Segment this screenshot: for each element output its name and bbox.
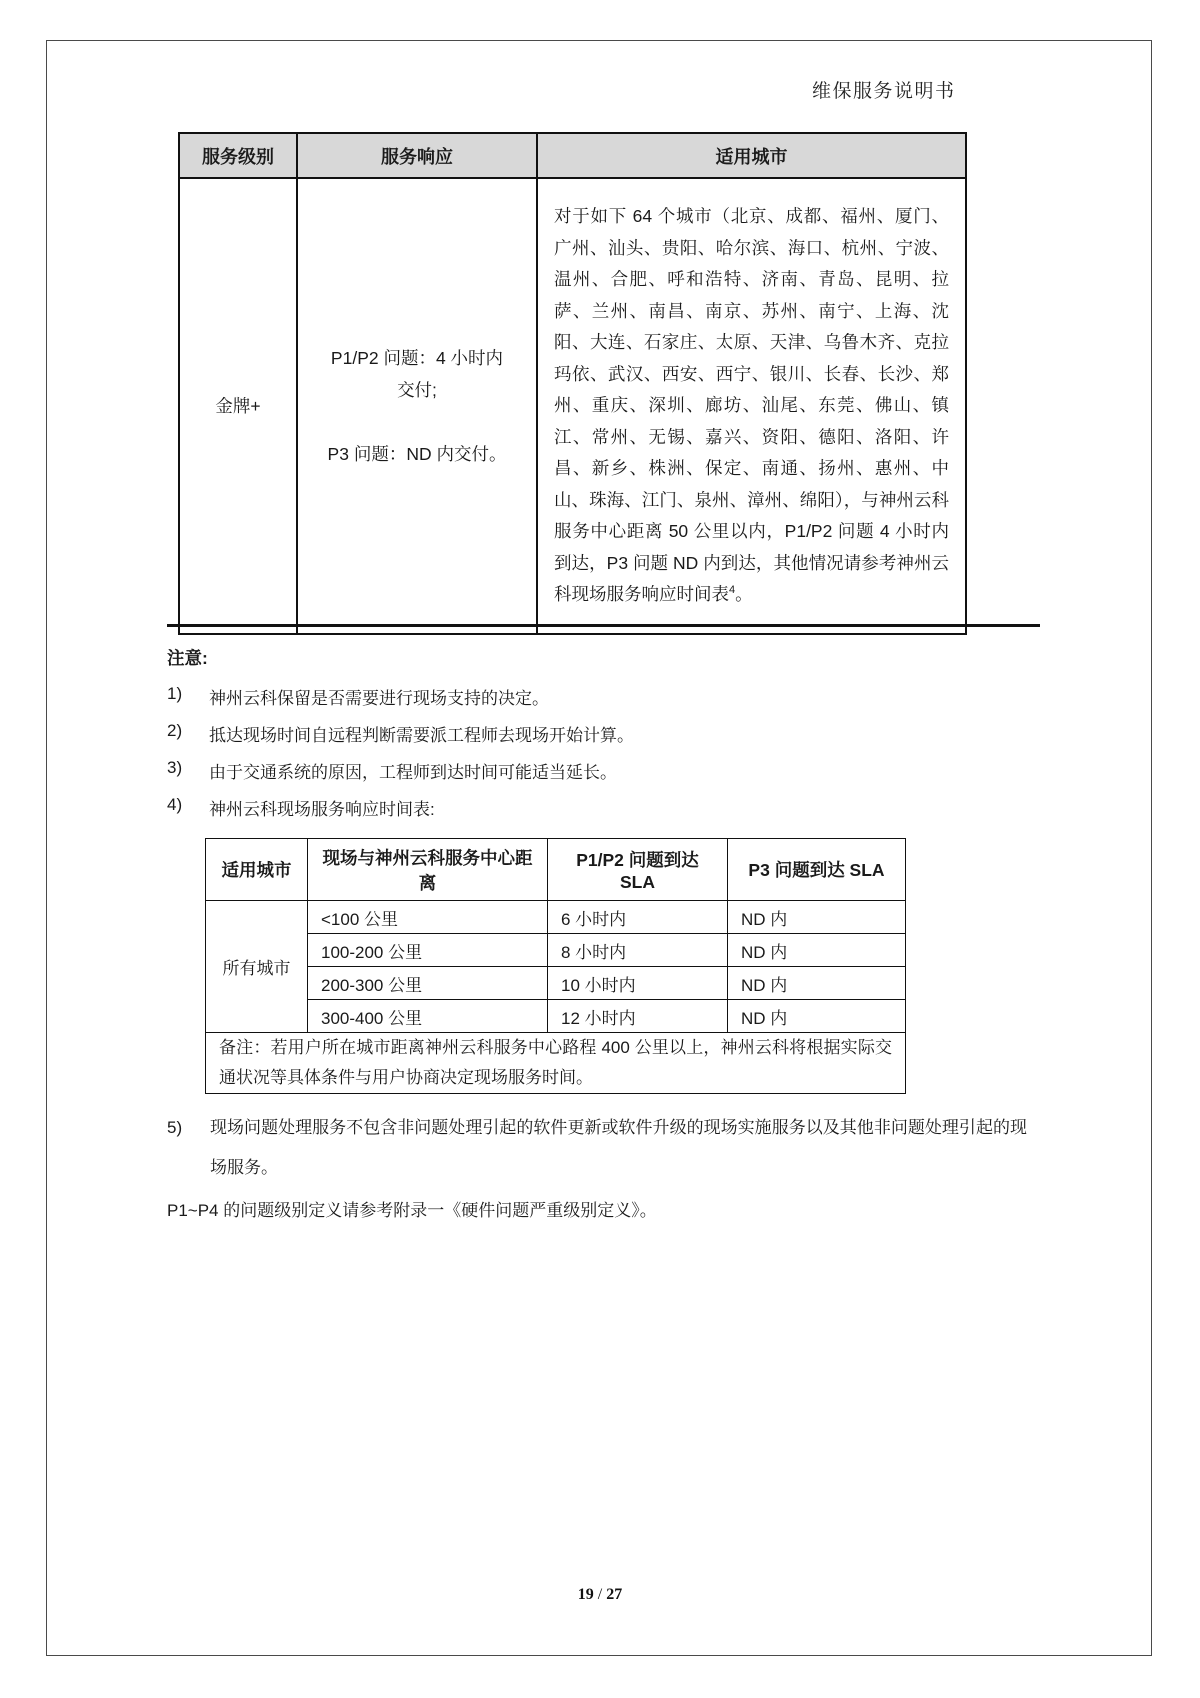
table-row — [206, 901, 906, 934]
note-text: 现场问题处理服务不包含非问题处理引起的软件更新或软件升级的现场实施服务以及其他非问题处理引起的现场服务。 — [210, 1118, 1027, 1177]
note-number: 3) — [167, 758, 183, 777]
service-table-row — [179, 178, 966, 634]
note-item-2 — [167, 721, 634, 746]
document-header-title: 维保服务说明书 — [812, 81, 956, 102]
footnote-ref-4: 4 — [729, 584, 736, 597]
note-item-1 — [167, 684, 549, 709]
header-service-response: 服务响应 — [297, 133, 537, 178]
p1p2-sla-cell: 8 小时内 — [548, 934, 728, 967]
section-divider-rule — [167, 624, 1040, 627]
p1p2-sla-cell: 12 小时内 — [548, 1000, 728, 1033]
note-number: 4) — [167, 795, 183, 814]
note-item-5 — [167, 1108, 1027, 1188]
table-remark: 备注：若用户所在城市距离神州云科服务中心路程 400 公里以上，神州云科将根据实际交通状况等具体条件与用户协商决定现场服务时间。 — [206, 1033, 906, 1094]
cities-text-end: 。 — [735, 584, 753, 604]
response-time-table — [205, 838, 906, 1094]
service-response-cell — [297, 178, 537, 634]
city-scope-cell: 所有城市 — [206, 901, 308, 1033]
p3-sla-cell: ND 内 — [728, 967, 906, 1000]
remark-row — [206, 1033, 906, 1094]
page-number: 19 — [577, 1586, 594, 1603]
distance-cell: <100 公里 — [308, 901, 548, 934]
p1p2-sla-cell: 6 小时内 — [548, 901, 728, 934]
table-row — [206, 1000, 906, 1033]
note-item-4 — [167, 795, 435, 820]
note-number: 5) — [167, 1118, 183, 1137]
applicable-cities-cell — [537, 178, 966, 634]
note-text: 神州云科保留是否需要进行现场支持的决定。 — [209, 689, 549, 708]
table-row — [206, 934, 906, 967]
p3-sla-cell: ND 内 — [728, 901, 906, 934]
p1p2-sla-cell: 10 小时内 — [548, 967, 728, 1000]
distance-cell: 200-300 公里 — [308, 967, 548, 1000]
header-city-scope: 适用城市 — [206, 839, 308, 901]
page-number-separator: / — [597, 1586, 603, 1603]
note-number: 1) — [167, 684, 183, 703]
distance-cell: 100-200 公里 — [308, 934, 548, 967]
distance-cell: 300-400 公里 — [308, 1000, 548, 1033]
note-item-3 — [167, 758, 617, 783]
cities-text: 对于如下 64 个城市（北京、成都、福州、厦门、广州、汕头、贵阳、哈尔滨、海口、杭州、宁波、温州、合肥、呼和浩特、济南、青岛、昆明、拉萨、兰州、南昌、南京、苏州、南宁、上海、沈阳、大连、石家庄、太原、天津、乌鲁木齐、克拉玛依、武汉、西安、西宁、银川、长春、长沙、郑州、重庆、深圳、廊坊、汕尾、东莞、佛山、镇江、常州、无锡、嘉兴、资阳、德阳、洛阳、许昌、新乡、株洲、保定、南通、扬州、惠州、中山、珠海、江门、泉州、漳州、绵阳），与神州云科服务中心距离 50 公里以内，P1/P2 问题 4 小时内到达，P3 问题 ND 内到达，其他情况请参考神州云科现场服务响应时间表 — [554, 206, 949, 604]
note-text: 抵达现场时间自远程判断需要派工程师去现场开始计算。 — [209, 726, 634, 745]
service-level-table — [178, 132, 967, 635]
note-text: 神州云科现场服务响应时间表: — [209, 800, 435, 819]
note-number: 2) — [167, 721, 183, 740]
header-p1p2-sla: P1/P2 问题到达 SLA — [548, 839, 728, 901]
note-text: 由于交通系统的原因，工程师到达时间可能适当延长。 — [209, 763, 617, 782]
header-service-level: 服务级别 — [179, 133, 297, 178]
header-distance: 现场与神州云科服务中心距离 — [308, 839, 548, 901]
header-applicable-cities: 适用城市 — [537, 133, 966, 178]
service-table-header-row — [179, 133, 966, 178]
service-level-cell: 金牌+ — [179, 178, 297, 634]
response-p3-text: P3 问题：ND 内交付。 — [327, 443, 507, 464]
p1-p4-definition-note: P1~P4 的问题级别定义请参考附录一《硬件问题严重级别定义》。 — [167, 1201, 657, 1220]
response-table-header-row — [206, 839, 906, 901]
total-pages: 27 — [606, 1586, 623, 1603]
p3-sla-cell: ND 内 — [728, 1000, 906, 1033]
p3-sla-cell: ND 内 — [728, 934, 906, 967]
response-p1p2-text: P1/P2 问题：4 小时内交付; — [330, 347, 504, 400]
page-footer — [0, 1586, 1200, 1604]
table-row — [206, 967, 906, 1000]
notes-title: 注意: — [167, 648, 208, 668]
header-p3-sla: P3 问题到达 SLA — [728, 839, 906, 901]
